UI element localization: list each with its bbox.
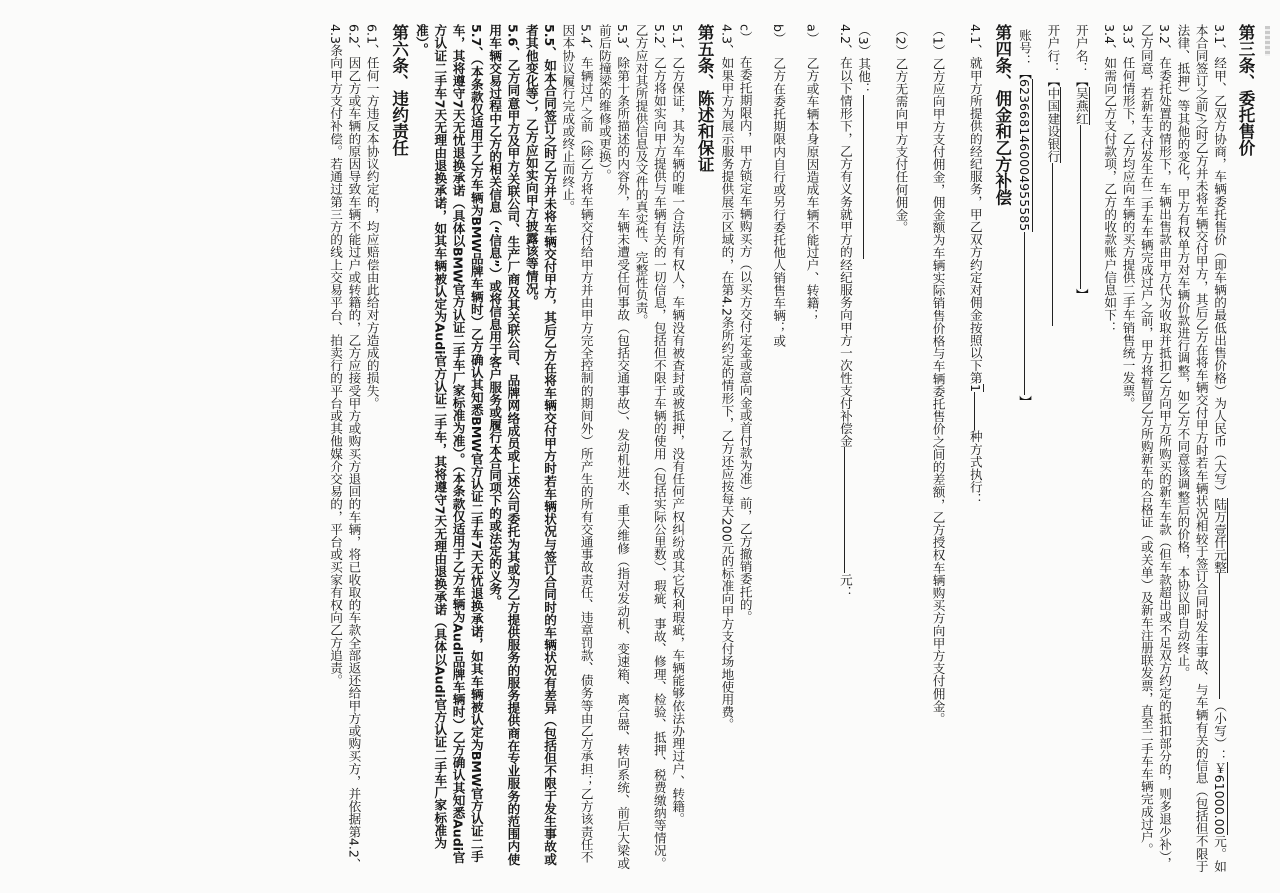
- contract-text-body: [18, 24, 1258, 874]
- clause-text: 元。如本合同签订之前/之时乙方并未将车辆交付甲方，其后乙方在将车辆交付甲方时若车辆状况相较于签订合同时发生事故、与车辆有关的信息（包括但不限于法律、抵押）等其他的变化，甲方有权单方对车辆价款进行调整，如乙方不同意该调整后的价格，本协议即自动终止。: [1175, 24, 1227, 873]
- account-number-line: [1015, 24, 1043, 874]
- option-3-blank: [863, 95, 864, 259]
- clause-5-6: [485, 24, 522, 874]
- account-holder-blank: [1080, 125, 1081, 289]
- clause-number: 5.5、: [542, 24, 558, 59]
- scan-edge-mark: [1265, 26, 1270, 56]
- bracket-close: 】: [1073, 288, 1089, 302]
- clause-text: 乙方将如实向甲方提供与车辆有关的一切信息，包括但不限于车辆的使用（包括实际公里数）、瑕疵、事故、修理、检验、抵押、税费缴纳等情况。乙方应对其所提供信息及文件的真实性、完整性负责。: [633, 24, 667, 870]
- commission-option-1: （1）乙方应向甲方支付佣金，佣金额为车辆实际销售价格与车辆委托售价之间的差额，乙方授权车辆购买方向甲方支付佣金。: [930, 24, 946, 726]
- clause-number: 5.1、: [670, 24, 686, 57]
- clause-text: 乙方保证，其为车辆的唯一合法所有权人，车辆没有被查封或被抵押，没有任何产权纠纷或其它权利瑕疵，车辆能够依法办理过户、转籍。: [670, 56, 686, 826]
- clause-text: 任何情形下，乙方均应向车辆的买方提供二手车销售统一发票。: [1120, 56, 1136, 410]
- account-holder-label: 开户名：【: [1073, 24, 1089, 87]
- clause-text: 种方式执行：: [967, 430, 983, 506]
- clause-4-1: [966, 24, 984, 874]
- clause-text: 就甲方所提供的经纪服务，甲乙双方约定对佣金按照以下第: [967, 56, 983, 385]
- clause-number: 5.4、: [578, 24, 594, 57]
- clause-text: （本条款仅适用于乙方车辆为BMW品牌车辆时）乙方确认其知悉BMW官方认证二手车7天无忧退换承诺，如其车辆被认定为BMW官方认证二手车，其将遵守7天无忧退换承诺（具体以BMW官方认证二手车厂家标准为准）。: [450, 24, 484, 863]
- account-number-blank: [1024, 232, 1025, 396]
- clause-3-4: [1100, 24, 1118, 874]
- item-text: 乙方或车辆本身原因造成车辆不能过户、转籍；: [804, 56, 820, 322]
- clause-number: 6.2、: [346, 24, 362, 57]
- clause-number: 3.2、: [1157, 24, 1173, 57]
- commission-method-blank: [974, 392, 975, 430]
- clause-number: 4.2、: [837, 24, 853, 57]
- clause-5-5: [521, 24, 558, 874]
- account-number-label: 账号：【: [1017, 29, 1033, 80]
- section-5-title: 第五条、陈述和保证: [695, 24, 715, 173]
- account-holder-line: [1072, 24, 1100, 874]
- price-lower-field: ￥61000.00: [1212, 762, 1227, 835]
- bank-value: 中国建设银行: [1045, 87, 1061, 163]
- commission-method-choice: 1: [967, 384, 983, 393]
- clause-number: 4.1、: [967, 24, 983, 57]
- clause-6-1: [362, 24, 380, 874]
- clause-number: 6.1、: [364, 24, 380, 57]
- clause-5-2: [631, 24, 668, 874]
- clause-text: （小写）：: [1212, 699, 1227, 763]
- bank-line: [1043, 24, 1071, 874]
- price-upper-field: 陆万壹仟元整: [1212, 497, 1227, 574]
- clause-4-2-c: [735, 24, 768, 874]
- clause-4-2-a: [802, 24, 835, 874]
- clause-5-7: [412, 24, 485, 874]
- clause-text: 经甲、乙双方协商，车辆委托售价（即车辆的最低出售价格）为人民币（大写）: [1212, 56, 1227, 498]
- clause-text: 因乙方或车辆的原因导致车辆不能过户或转籍的，乙方应接受甲方或购买方退回的车辆，将已收取的车款全部返还给甲方或购买方，并依据第4.2、4.3条向甲方支付补偿。若通过第三方的线上交易平台、拍卖行的平台或其他媒介交易的，平台或买家有权向乙方追责。: [328, 24, 362, 871]
- clause-text: 元：: [837, 573, 853, 599]
- clause-5-3: [595, 24, 632, 874]
- clause-number: 3.1、: [1212, 24, 1227, 57]
- bracket-close: 】: [1017, 395, 1033, 409]
- clause-number: 5.7、: [468, 24, 484, 59]
- clause-4-3: [717, 24, 735, 874]
- clause-3-1: [1173, 24, 1228, 874]
- clause-number: 5.6、: [505, 24, 521, 59]
- item-label: b）: [771, 24, 787, 45]
- clause-text: 如需向乙方支付款项，乙方的收款账户信息如下：: [1102, 56, 1118, 334]
- item-text: 乙方在委托期限内自行或另行委托他人销售车辆；或: [771, 57, 787, 348]
- clause-text: 在以下情形下，乙方有义务就甲方的经纪服务向甲方一次性支付补偿金: [837, 56, 853, 448]
- bank-blank: [1052, 163, 1053, 327]
- commission-option-3: [854, 24, 891, 874]
- clause-5-1: [668, 24, 686, 874]
- bank-label: 开户行：【: [1045, 24, 1061, 87]
- item-text: 在委托期限内，甲方锁定车辆购买方（以买方交付定金或意向金或首付款为准）前，乙方撤销委托的。: [737, 56, 753, 624]
- compensation-blank: [844, 447, 845, 573]
- clause-text: 乙方同意甲方及甲方关联公司、生产厂商及其关联公司、品牌网络成员或上述公司委托为其或为乙方提供服务的服务提供商在专业服务的范围内使用车辆交易过程中乙方的相关信息（“信息”）或将信息用于客户服务或履行本合同项下的或法定的义务。: [487, 24, 521, 866]
- clause-text: 如果甲方为展示服务提供展示区域的，在第4.2条所约定的情形下，乙方还应按每天200元的标准向甲方支付场地使用费。: [719, 56, 735, 731]
- clause-number: 5.3、: [615, 24, 631, 57]
- clause-text: 车辆过户之前（除乙方将车辆交付给甲方并由甲方完全控制的期间外）所产生的所有交通事故责任、违章罚款、债务等由乙方承担；乙方该责任不因本协议履行完成或终止而终止。: [560, 24, 594, 864]
- clause-6-2: [326, 24, 363, 874]
- account-number-value: 6236681460004955585: [1017, 79, 1033, 232]
- clause-number: 3.4、: [1102, 24, 1118, 57]
- account-holder-value: 吴燕红: [1073, 87, 1089, 125]
- section-4-title: 第四条、佣金和乙方补偿: [992, 24, 1012, 206]
- clause-text: 如本合同签订之时乙方并未将车辆交付甲方，其后乙方在将车辆交付甲方时若车辆状况与签订合同时的车辆状况有差异（包括但不限于发生事故或者其他变化等），乙方应如实向甲方披露该等情况。: [523, 24, 558, 866]
- item-label: a）: [804, 24, 820, 45]
- clause-3-2: [1137, 24, 1174, 874]
- commission-option-2: （2）乙方无需向甲方支付任何佣金。: [893, 24, 909, 234]
- clause-text: 任何一方违反本协议约定的，均应赔偿由此给对方造成的损失。: [364, 56, 380, 410]
- item-label: c）: [737, 24, 753, 44]
- clause-number: 5.2、: [651, 24, 667, 57]
- price-upper-blank: [1219, 573, 1220, 699]
- clause-number: 3.3、: [1120, 24, 1136, 57]
- clause-number: 4.3、: [719, 24, 735, 57]
- option-3-text: （3）其他：: [856, 24, 872, 96]
- clause-4-2-b: [769, 24, 802, 874]
- section-6-title: 第六条、违约责任: [389, 24, 409, 156]
- clause-3-3: [1118, 24, 1136, 874]
- clause-4-2: [836, 24, 854, 874]
- section-3-title: 第三条、委托售价: [1236, 24, 1255, 156]
- clause-text: 除第十条所描述的内容外，车辆未遭受任何事故（包括交通事故）、发动机进水、重大维修（指对发动机、变速箱、离合器、转向系统、前后大梁或前后防撞梁的维修或更换）。: [596, 24, 631, 870]
- clause-text: 在委托处置的情形下，车辆出售款由甲方代为收取并抵扣乙方向甲方所购买的新车车款（但车款超出或不足双方约定的抵扣部分的，则多退少补），乙方同意，若新车支付发生在二手车车辆完成过户之前，甲方将暂留乙方所购新车的合格证（或关单）及新车注册联发票，直至二手车车辆完成过户。: [1138, 24, 1173, 870]
- clause-text: （本条款仅适用于乙方车辆为Audi品牌车辆时）乙方确认其知悉Audi官方认证二手车7天无理由退换承诺，如其车辆被认定为Audi官方认证二手车，其将遵守7天无理由退换承诺（具体以Audi官方认证二手车厂家标准为准）。: [413, 24, 466, 864]
- clause-5-4: [558, 24, 595, 874]
